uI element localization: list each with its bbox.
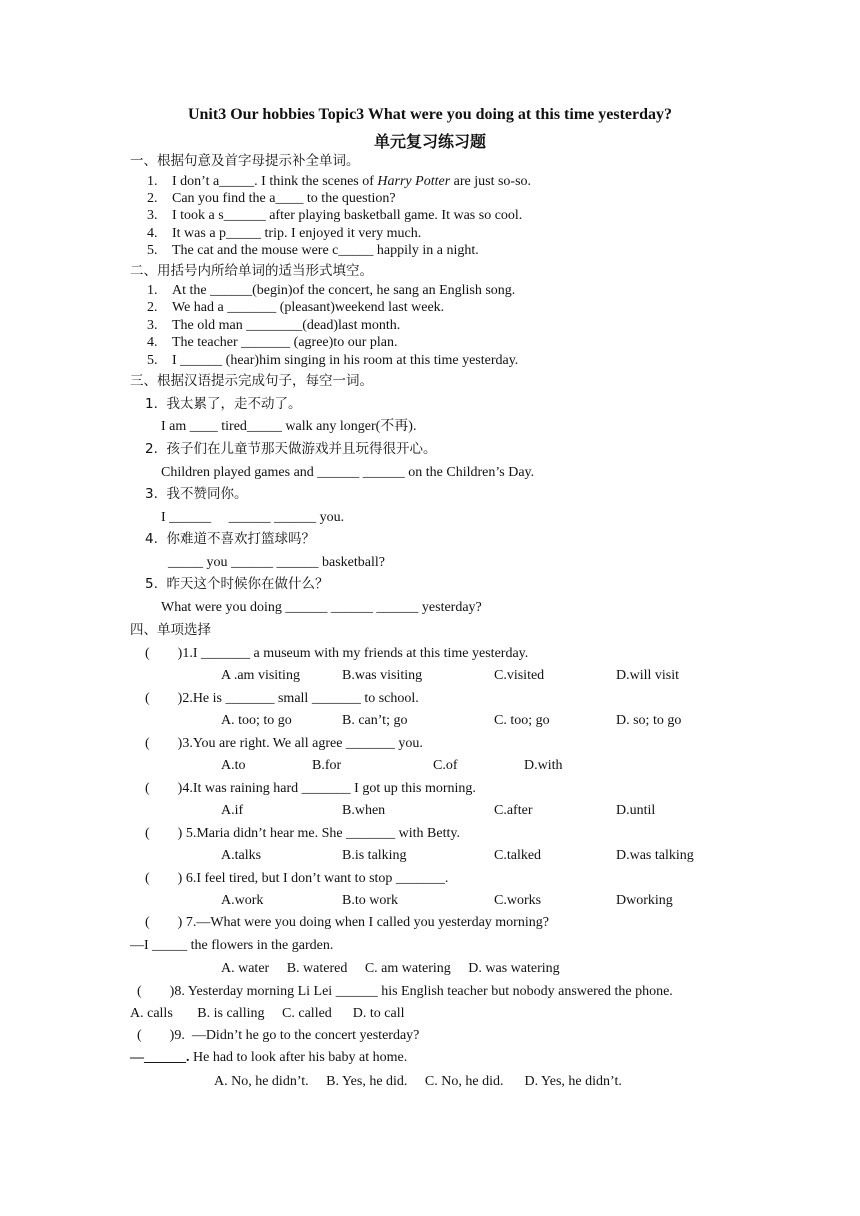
sec3-item-4-english: _____ you ______ ______ basketball? [161, 555, 385, 570]
question-8-stem: ( )8. Yesterday morning Li Lei ______ his English teacher but nobody answered the phone. [137, 984, 673, 999]
question-1-stem: ( )1.I _______ a museum with my friends at this time yesterday. [145, 646, 529, 661]
question-4-stem: ( )4.It was raining hard _______ I got up this morning. [145, 781, 476, 796]
question-7-options: A. water B. watered C. am watering D. was watering [221, 961, 560, 976]
item-number: 1. [147, 283, 158, 298]
sec3-item-3-chinese: 3. 我不赞同你。 [145, 486, 248, 502]
item-number: 5. [147, 243, 158, 258]
question-6-option-a: A.work [221, 893, 264, 908]
sec2-item-5: I ______ (hear)him singing in his room at this time yesterday. [172, 353, 519, 368]
item-number: 5. [147, 353, 158, 368]
question-1-option-a: A .am visiting [221, 668, 300, 683]
sec3-item-1-english: I am ____ tired_____ walk any longer(不再). [161, 419, 417, 434]
question-9-response [130, 1049, 407, 1067]
question-3-stem: ( )3.You are right. We all agree _______ you. [145, 736, 423, 751]
sec1-item-1-post: are just so-so. [450, 174, 532, 189]
question-5-option-a: A.talks [221, 848, 262, 863]
question-1-option-c: C.visited [494, 668, 545, 683]
section-1-heading: 一、根据句意及首字母提示补全单词。 [130, 153, 360, 169]
item-number: 4. [147, 335, 158, 350]
question-3-option-c: C.of [433, 758, 458, 773]
sec1-item-5: The cat and the mouse were c_____ happily in a night. [172, 243, 479, 258]
question-4-option-a: A.if [221, 803, 244, 818]
question-2-option-d: D. so; to go [616, 713, 682, 728]
sec3-item-1-chinese: 1. 我太累了，走不动了。 [145, 396, 302, 412]
question-5-stem: ( ) 5.Maria didn’t hear me. She _______ with Betty. [145, 826, 460, 841]
question-1-option-d: D.will visit [616, 668, 680, 683]
question-4-option-c: C.after [494, 803, 533, 818]
question-2-option-c: C. too; go [494, 713, 550, 728]
page-title: Unit3 Our hobbies Topic3 What were you doing at this time yesterday? [187, 106, 673, 123]
question-9-stem: ( )9. —Didn’t he go to the concert yesterday? [137, 1028, 420, 1043]
question-3-option-d: D.with [524, 758, 563, 773]
sec3-item-5-english: What were you doing ______ ______ ______ yesterday? [161, 600, 482, 615]
question-7-stem: ( ) 7.—What were you doing when I called you yesterday morning? [145, 915, 549, 930]
sec1-item-4: It was a p_____ trip. I enjoyed it very much. [172, 226, 422, 241]
question-9-options: A. No, he didn’t. B. Yes, he did. C. No, he did. D. Yes, he didn’t. [214, 1074, 622, 1089]
question-9-response-text: He had to look after his baby at home. [189, 1050, 408, 1065]
question-4-option-b: B.when [342, 803, 386, 818]
sec2-item-3: The old man ________(dead)last month. [172, 318, 401, 333]
question-5-option-b: B.is talking [342, 848, 407, 863]
sec1-item-2: Can you find the a____ to the question? [172, 191, 396, 206]
item-number: 4. [147, 226, 158, 241]
question-1-option-b: B.was visiting [342, 668, 423, 683]
item-number: 3. [147, 208, 158, 223]
sec1-item-1-title: Harry Potter [377, 174, 451, 189]
section-4-heading: 四、单项选择 [130, 622, 211, 638]
sec2-item-2: We had a _______ (pleasant)weekend last week. [172, 300, 445, 315]
page-subtitle: 单元复习练习题 [373, 132, 486, 151]
item-number: 2. [147, 300, 158, 315]
question-2-stem: ( )2.He is _______ small _______ to school. [145, 691, 419, 706]
question-2-option-a: A. too; to go [221, 713, 292, 728]
question-7-response: —I _____ the flowers in the garden. [130, 938, 334, 953]
sec3-item-4-chinese: 4. 你难道不喜欢打篮球吗？ [145, 531, 315, 547]
section-2-heading: 二、用括号内所给单词的适当形式填空。 [130, 263, 373, 279]
question-4-option-d: D.until [616, 803, 656, 818]
question-9-answer-blank: —______. [130, 1050, 190, 1065]
sec1-item-1 [172, 173, 531, 191]
question-5-option-c: C.talked [494, 848, 542, 863]
item-number: 2. [147, 191, 158, 206]
question-2-option-b: B. can’t; go [342, 713, 408, 728]
question-5-option-d: D.was talking [616, 848, 694, 863]
sec3-item-2-chinese: 2. 孩子们在儿童节那天做游戏并且玩得很开心。 [145, 441, 437, 457]
item-number: 3. [147, 318, 158, 333]
question-6-option-d: Dworking [616, 893, 673, 908]
section-3-heading: 三、根据汉语提示完成句子，每空一词。 [130, 373, 373, 389]
question-3-option-a: A.to [221, 758, 246, 773]
sec2-item-4: The teacher _______ (agree)to our plan. [172, 335, 398, 350]
item-number: 1. [147, 174, 158, 189]
sec1-item-3: I took a s______ after playing basketball game. It was so cool. [172, 208, 523, 223]
question-8-options: A. calls B. is calling C. called D. to call [130, 1006, 405, 1021]
question-6-option-b: B.to work [342, 893, 398, 908]
question-6-option-c: C.works [494, 893, 542, 908]
sec2-item-1: At the ______(begin)of the concert, he sang an English song. [172, 283, 516, 298]
sec3-item-2-english: Children played games and ______ ______ on the Children’s Day. [161, 465, 535, 480]
question-3-option-b: B.for [312, 758, 342, 773]
sec3-item-5-chinese: 5. 昨天这个时候你在做什么？ [145, 576, 329, 592]
sec3-item-3-english: I ______ ______ ______ you. [161, 510, 345, 525]
question-6-stem: ( ) 6.I feel tired, but I don’t want to stop _______. [145, 871, 449, 886]
sec1-item-1-pre: I don’t a_____. I think the scenes of [172, 174, 378, 189]
